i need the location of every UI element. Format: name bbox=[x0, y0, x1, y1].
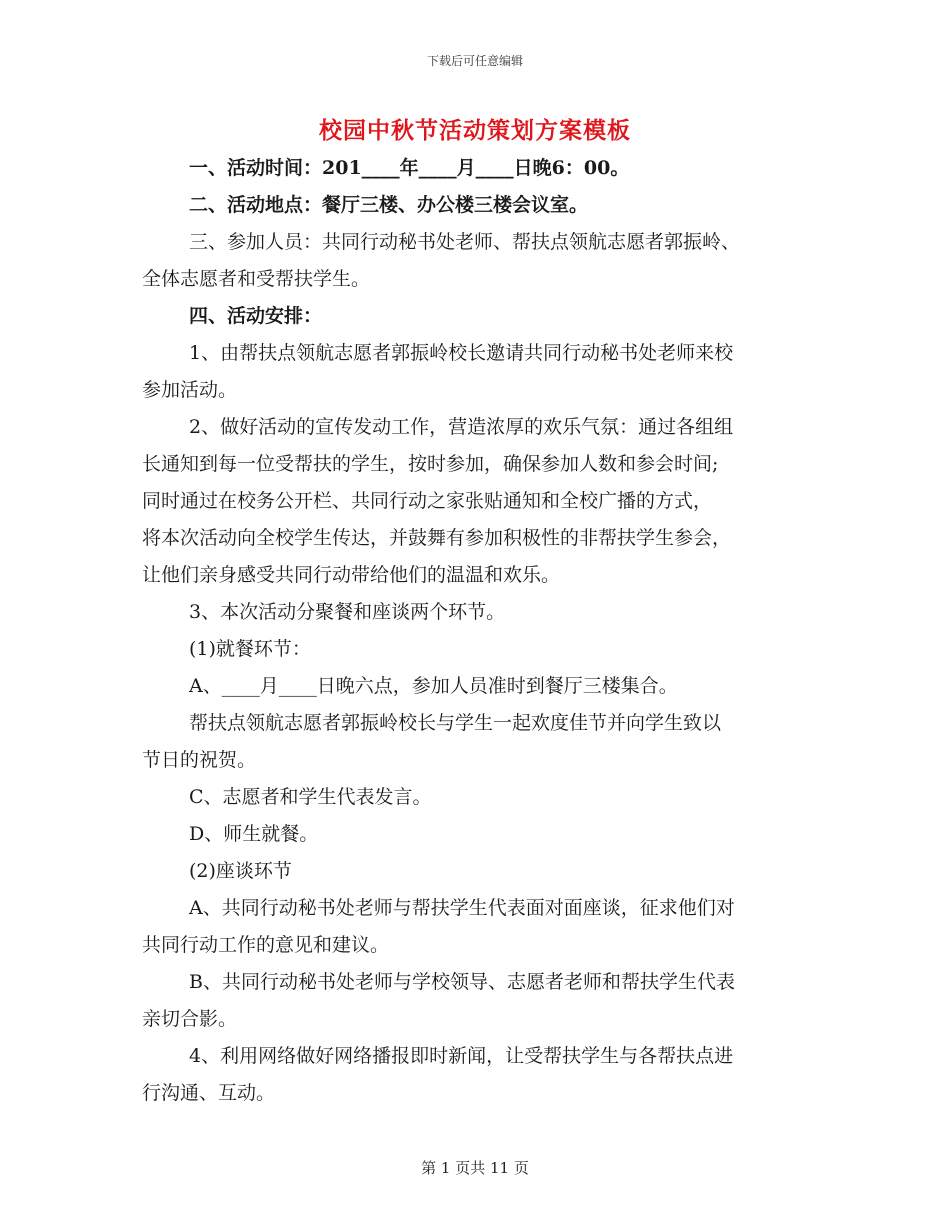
section-place: 二、活动地点：餐厅三楼、办公楼三楼会议室。 bbox=[189, 194, 589, 216]
dining-b-line1: 帮扶点领航志愿者郭振岭校长与学生一起欢度佳节并向学生致以 bbox=[189, 712, 722, 734]
item-2-line2: 长通知到每一位受帮扶的学生，按时参加，确保参加人数和参会时间; bbox=[142, 453, 719, 475]
header-note: 下载后可任意编辑 bbox=[426, 54, 523, 68]
item-2-line5: 让他们亲身感受共同行动带给他们的温温和欢乐。 bbox=[142, 564, 561, 586]
document-title: 校园中秋节活动策划方案模板 bbox=[319, 117, 631, 144]
document-body bbox=[142, 150, 810, 1112]
forum-heading: (2)座谈环节 bbox=[189, 860, 292, 882]
dining-b-line2: 节日的祝贺。 bbox=[142, 749, 257, 771]
section-participants-line1: 三、参加人员：共同行动秘书处老师、帮扶点领航志愿者郭振岭、 bbox=[189, 231, 741, 253]
section-arrangement-heading: 四、活动安排： bbox=[189, 305, 323, 327]
item-2-line3: 同时通过在校务公开栏、共同行动之家张贴通知和全校广播的方式， bbox=[142, 490, 713, 512]
dining-heading: (1)就餐环节： bbox=[189, 638, 311, 660]
item-1-line2: 参加活动。 bbox=[142, 379, 238, 401]
item-2-line1: 2、做好活动的宣传发动工作，营造浓厚的欢乐气氛：通过各组组 bbox=[189, 416, 734, 438]
item-2-line4: 将本次活动向全校学生传达，并鼓舞有参加积极性的非帮扶学生参会， bbox=[142, 527, 732, 549]
forum-a-line2: 共同行动工作的意见和建议。 bbox=[142, 934, 390, 956]
dining-d: D、师生就餐。 bbox=[189, 823, 319, 845]
forum-b-line1: B、共同行动秘书处老师与学校领导、志愿者老师和帮扶学生代表 bbox=[189, 971, 735, 993]
item-3: 3、本次活动分聚餐和座谈两个环节。 bbox=[189, 601, 506, 623]
dining-c: C、志愿者和学生代表发言。 bbox=[189, 786, 432, 808]
dining-a: A、____月____日晚六点，参加人员准时到餐厅三楼集合。 bbox=[189, 675, 678, 697]
section-participants-line2: 全体志愿者和受帮扶学生。 bbox=[142, 268, 371, 290]
forum-a-line1: A、共同行动秘书处老师与帮扶学生代表面对面座谈，征求他们对 bbox=[189, 897, 735, 919]
item-4-line2: 行沟通、互动。 bbox=[142, 1082, 276, 1104]
item-4-line1: 4、利用网络做好网络播报即时新闻，让受帮扶学生与各帮扶点进 bbox=[189, 1045, 734, 1067]
item-1-line1: 1、由帮扶点领航志愿者郭振岭校长邀请共同行动秘书处老师来校 bbox=[189, 342, 734, 364]
section-time: 一、活动时间：201____年____月____日晚6：00。 bbox=[189, 157, 630, 179]
forum-b-line2: 亲切合影。 bbox=[142, 1008, 238, 1030]
page-footer: 第 1 页共 11 页 bbox=[421, 1159, 529, 1177]
